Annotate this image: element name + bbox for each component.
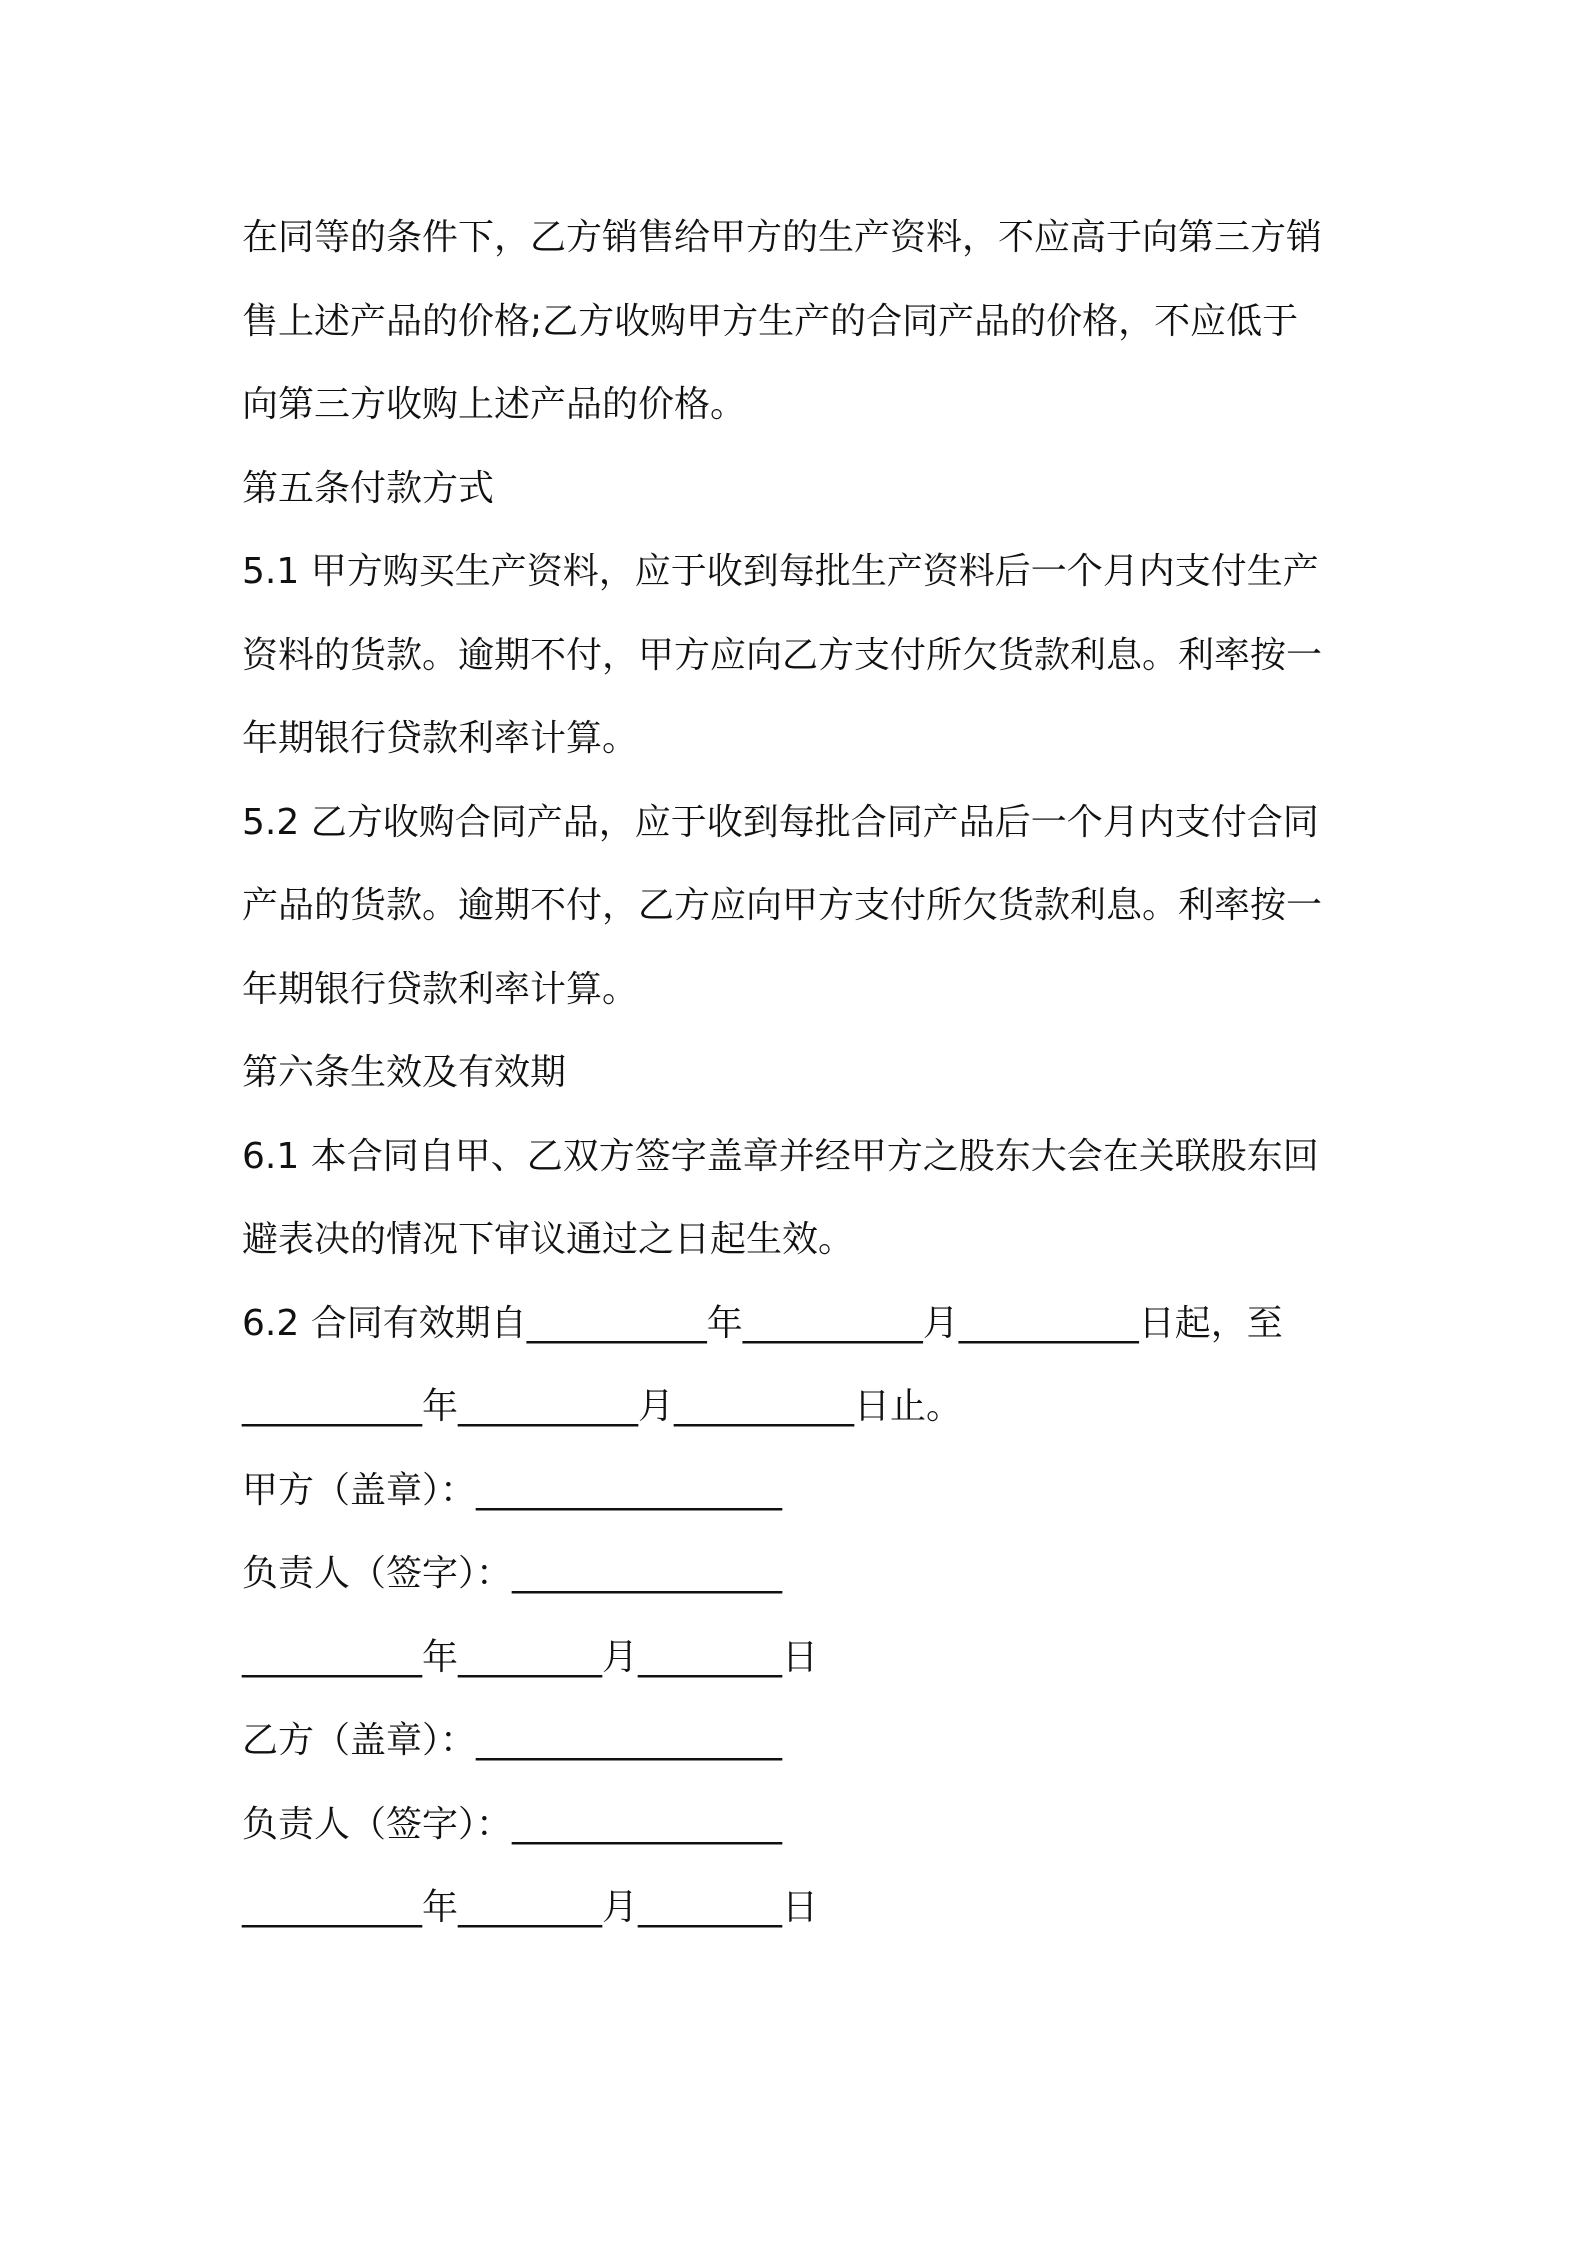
paragraph-line: 年期银行贷款利率计算。 [242,718,639,759]
party-a-date-line: __________年________月________日 [242,1636,818,1678]
clause-6-1 [242,1115,1362,1282]
paragraph-line: 在同等的条件下，乙方销售给甲方的生产资料，不应高于向第三方销 [242,217,1323,258]
paragraph-line: 6.1 本合同自甲、乙双方签字盖章并经甲方之股东大会在关联股东回 [242,1135,1319,1177]
clause-4-tail [242,196,1362,447]
article-5-heading: 第五条付款方式 [242,467,495,509]
paragraph-line: 售上述产品的价格;乙方收购甲方生产的合同产品的价格，不应低于 [242,300,1299,342]
clause-5-2 [242,781,1362,1032]
party-b-signer-line: 负责人（签字）：_______________ [242,1803,783,1845]
clause-5-1 [242,530,1362,781]
paragraph-line: 产品的货款。逾期不付，乙方应向甲方支付所欠货款利息。利率按一 [242,885,1323,926]
paragraph-line: 年期银行贷款利率计算。 [242,968,639,1010]
paragraph-line: 5.1 甲方购买生产资料，应于收到每批生产资料后一个月内支付生产 [242,551,1319,592]
party-b-seal-line: 乙方（盖章）：_________________ [242,1720,783,1761]
party-a-signer-line: 负责人（签字）：_______________ [242,1553,783,1594]
paragraph-line: 6.2 合同有效期自__________年__________月__________日起，至 [242,1302,1283,1344]
paragraph-line: 5.2 乙方收购合同产品，应于收到每批合同产品后一个月内支付合同 [242,801,1319,843]
article-6-heading: 第六条生效及有效期 [242,1052,567,1093]
party-a-seal-line: 甲方（盖章）：_________________ [242,1469,783,1511]
paragraph-line: 避表决的情况下审议通过之日起生效。 [242,1219,855,1260]
paragraph-line: __________年__________月__________日止。 [242,1386,963,1427]
document-body [242,196,1362,1950]
party-b-date-line: __________年________月________日 [242,1887,818,1928]
paragraph-line: 资料的货款。逾期不付，甲方应向乙方支付所欠货款利息。利率按一 [242,634,1323,676]
clause-6-2 [242,1282,1362,1449]
paragraph-line: 向第三方收购上述产品的价格。 [242,384,747,425]
